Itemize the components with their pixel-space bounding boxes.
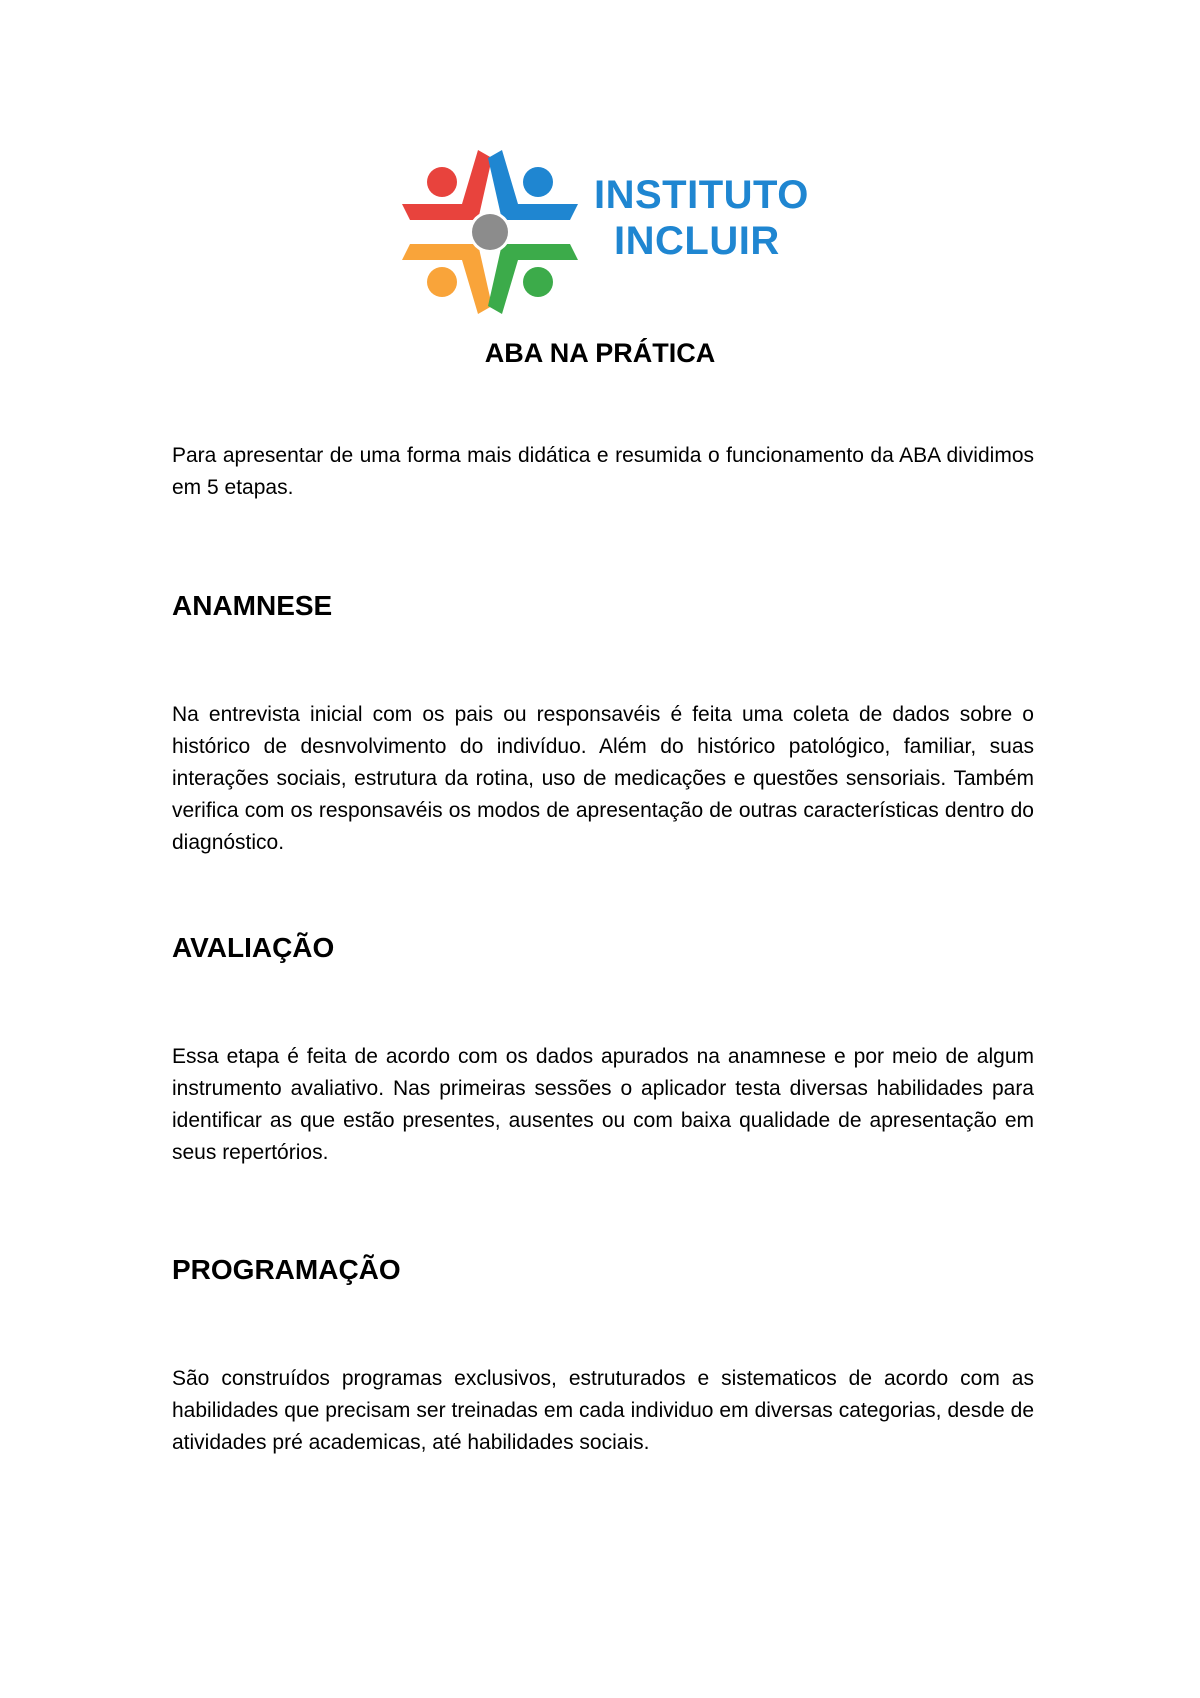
section-body-anamnese: Na entrevista inicial com os pais ou responsavéis é feita uma coleta de dados sobre o histórico de desnvolvimento do indivíduo. Além do histórico patológico, familiar, suas interações sociais, estrutura da rotina, uso de medicações e questões sensoriais. Também verifica com os responsavéis os modos de apresentação de outras características dentro do diagnóstico. — [172, 703, 1034, 854]
intro-paragraph: Para apresentar de uma forma mais didática e resumida o funcionamento da ABA dividimos em 5 etapas. — [172, 444, 1034, 499]
blue-person-head — [523, 167, 553, 197]
section-body-programacao: São construídos programas exclusivos, estruturados e sistematicos de acordo com as habilidades que precisam ser treinadas em cada individuo em diversas categorias, desde de atividades pré academicas, até habilidades sociais. — [172, 1367, 1034, 1454]
center-gray-circle — [472, 214, 508, 250]
logo-line-2: INCLUIR — [614, 219, 780, 263]
orange-person-head — [427, 267, 457, 297]
logo-wordmark — [594, 172, 809, 264]
document-title: ABA NA PRÁTICA — [484, 338, 716, 368]
section-heading-programacao: PROGRAMAÇÃO — [172, 1254, 401, 1285]
red-person-head — [427, 167, 457, 197]
green-person-head — [523, 267, 553, 297]
people-circle-icon — [400, 142, 580, 322]
section-heading-avaliacao: AVALIAÇÃO — [172, 932, 335, 963]
institute-logo — [400, 142, 820, 322]
section-heading-anamnese: ANAMNESE — [172, 590, 333, 621]
section-body-avaliacao: Essa etapa é feita de acordo com os dados apurados na anamnese e por meio de algum instrumento avaliativo. Nas primeiras sessões o aplicador testa diversas habilidades para identificar as que estão presentes, ausentes ou com baixa qualidade de apresentação em seus repertórios. — [172, 1045, 1034, 1164]
logo-line-1: INSTITUTO — [594, 173, 809, 217]
